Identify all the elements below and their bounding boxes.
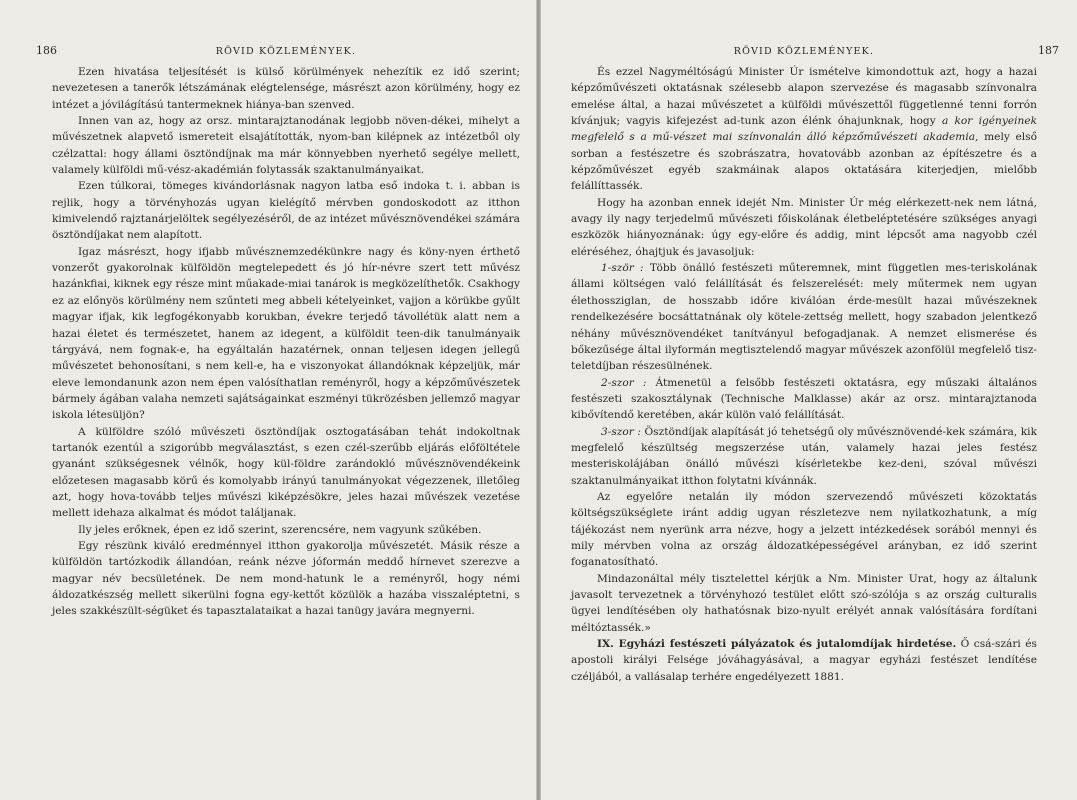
item-text: Átmenetül a felsőbb festészeti oktatásra, egy műszaki általános festészeti szakosztálynak (Technische Malklasse) akár az orsz. mintarajztanoda kibővítendő keretében, akár külön való felállítását. <box>571 376 1037 422</box>
item-text: Ösztöndíjak alapítását jó tehetségű oly művésznövendé-kek számára, kik megfelelő készültség megszerzése után, valamely hazai jeles festész mesteriskolájában önálló művészi kísérletekbe kez-deni, szóval művészi szaktanulmányaikat itthon folytatni kívánnák. <box>571 425 1037 487</box>
item-label: 1-ször : <box>601 262 644 275</box>
right-page-number: 187 <box>1038 44 1059 57</box>
list-item <box>571 424 1037 489</box>
list-item <box>571 375 1037 424</box>
paragraph-text: És ezzel Nagyméltóságú Minister Úr ismételve kimondottuk azt, hogy a hazai képzőművészeti oktatásnak szélesebb alapon szervezése és magasabb színvonalra emelése által, a hazai művészetet a külföldi művészettől függetlenné tenni forrón kívánjuk; vagyis kifejezést ad-tunk azon élénk óhajunknak, hogy <box>571 66 1037 128</box>
paragraph: Innen van az, hogy az orsz. mintarajztanodának legjobb növen-dékei, mihelyt a művészetnek alapvető ismereteit elsajátították, nyom-ban kilépnek az intézetből oly czélzattal: hogy állami ösztöndíjnak ma már könnyebben nyerhető segélye mellett, valamely külföldi mű-vész-akadémián folytassák szaktanulmányaikat. <box>52 115 520 177</box>
right-body-text <box>571 64 1037 685</box>
item-label: 2-szor : <box>601 376 647 389</box>
paragraph: Ezen túlkorai, tömeges kivándorlásnak nagyon latba eső indoka t. i. abban is rejlik, hogy a törvényhozás ugyan kielégítő mérvben gondoskodott az itthon kimivelendő rajztanárjelöltek segélyezéséről, de az intézet művésznövendékei számára ösztöndíjakat nem alapított. <box>52 180 520 242</box>
paragraph-text: Ő csá-szári és apostoli királyi Felsége jóváhagyásával, a magyar egyházi festészet lendítése czéljából, a vallásalap terhére engedélyezett 1881. <box>571 638 1037 683</box>
left-page <box>0 0 536 800</box>
paragraph-text: mely első sorban a festészetre és szobrászatra, hovatovább azonban az építészetre és a képzőművészet egyéb szakmáinak alapos oktatására kiterjedjen, mielőbb felállíttassék. <box>571 131 1037 193</box>
left-running-head <box>36 44 520 64</box>
list-item <box>571 260 1037 374</box>
item-text: Több önálló festészeti műteremnek, mint független mes-teriskolának állami költségen való felállítását és felszerelését: mely műtermek nem ugyan élethossziglan, de hosszabb időre kiválóan érde-mesült hazai művészeknek rendelkezésére bocsáttatnának oly kötele-zettség mellett, hogy szabadon jelentkező néhány művésznövendéket tanítványul befogadjanak. A nemzet elismerése és bőkezűsége által ilyformán megtisztelendő magyar művészek azonfölül megfelelő tisz-teletdíjban részesülnének. <box>571 262 1038 373</box>
right-running-head <box>571 44 1059 64</box>
right-running-title: RÖVID KÖZLEMÉNYEK. <box>733 46 875 57</box>
section-heading: IX. Egyházi festészeti pályázatok és jutalomdíjak hirdetése. <box>597 638 957 651</box>
paragraph <box>571 64 1037 195</box>
paragraph: Ily jeles erőknek, épen ez idő szerint, szerencsére, nem vagyunk szűkében. <box>78 523 482 536</box>
emphasized-phrase: a kor igényeinek megfelelő s a mű-vészet mai színvonalán álló képzőművészeti akademia, <box>571 115 1038 144</box>
left-running-title: RÖVID KÖZLEMÉNYEK. <box>215 46 357 57</box>
paragraph: Hogy ha azonban ennek idejét Nm. Minister Úr még elérkezett-nek nem látná, avagy ily nagy terjedelmű művészeti főiskolának életbeléptetésére szükséges anyagi eszközök hiányoznának: úgy egy-előre és addig, mint lépcsőt ama nagyobb czél eléréséhez, óhajtjuk és javasoljuk: <box>571 196 1037 258</box>
paragraph: Egy részünk kiváló eredménnyel itthon gyakorolja művészetét. Másik része a külföldön tartózkodik állandóan, reánk nézve jóformán meddő hírnevet szerezve a magyar név becsületének. De nem mond-hatunk le a reményről, hogy némi áldozatkészség mellett sikerülni fogna egy-kettőt közülök a hazába visszaléptetni, s jeles szakkészült-ségüket és tapasztalataikat a hazai tanügy javára megnyerni. <box>52 539 520 618</box>
paragraph: Igaz másrészt, hogy ifjabb művésznemzedékünkre nagy és köny-nyen érthető vonzerőt gyakorolnak külföldön megtelepedett és jó hír-névre szert tett művész hazánkfiai, kiknek egy része mint műakade-miai tanárok is megközelíthetők. Csakhogy ez az előnyös körülmény nem szűnteti meg abbeli kételyeinket, vajjon a körükbe gyűlt magyar ifjak, kik legfogékonyabb korukban, évekre terjedő távollétük alatt nem a hazai életet és természetet, hanem az idegent, a külföldit teen-dik tanulmányaik tárgyává, nem fognak-e, ha egyáltalán hazatérnek, onnan teljesen idegen jellegű művészetet behonosítani, s nem kell-e, ha e viszonyokat állandóknak képzeljük, már eleve lemondanunk azon nem épen valósíthatlan reményről, hogy a képzőművészetek bármely ágában valaha nemzeti sajátságainkat eszményi tükrözésben jellemző magyar iskola létesüljön? <box>52 245 520 422</box>
item-label: 3-szor : <box>601 425 641 438</box>
right-page <box>541 0 1077 800</box>
paragraph: Ezen hivatása teljesítését is külső körülmények nehezítik ez idő szerint; nevezetesen a tanerők létszámának elégtelensége, másrészt azon körülmény, hogy ez intézet a jóvilágítású tantermeknek hiánya-ban szenved. <box>52 66 520 111</box>
paragraph: Az egyelőre netalán ily módon szervezendő művészeti közoktatás költségszükséglete iránt addig ugyan részletezve nem nyilatkozhatunk, a míg tájékozást nem nyerünk arra nézve, hogy a jelzett intézkedések sorából mennyi és mily mérvben volna az ország áldozatképességével arányban, ez idő szerint foganatosítható. <box>571 490 1037 569</box>
left-page-number: 186 <box>36 44 57 57</box>
paragraph: A külföldre szóló művészeti ösztöndíjak osztogatásában tehát indokoltnak tartanók ezentúl a szigorúbb megválasztást, s ezen czél-szerűbb eljárás előföltétele gyanánt szükségesnek vélnők, hogy kül-földre zarándokló művésznövendékeink előzetesen magasabb körű és komolyabb irányú tanulmányokat végezzenek, illetőleg azt, hogy hova-tovább teljes művészi kiképzésökre, jeles hazai művészek vezetése mellett idehaza alkalmat és módot találjanak. <box>52 425 520 520</box>
paragraph: Mindazonáltal mély tisztelettel kérjük a Nm. Minister Urat, hogy az általunk javasolt tervezetnek a törvényhozó testület előtt szó-szólója s az ország culturalis ügyei lendítésében oly hathatósnak bizo-nyult erélyét annak valósítására fordítani méltóztassék.» <box>571 572 1037 634</box>
left-body-text <box>52 64 520 620</box>
paragraph <box>571 636 1037 685</box>
